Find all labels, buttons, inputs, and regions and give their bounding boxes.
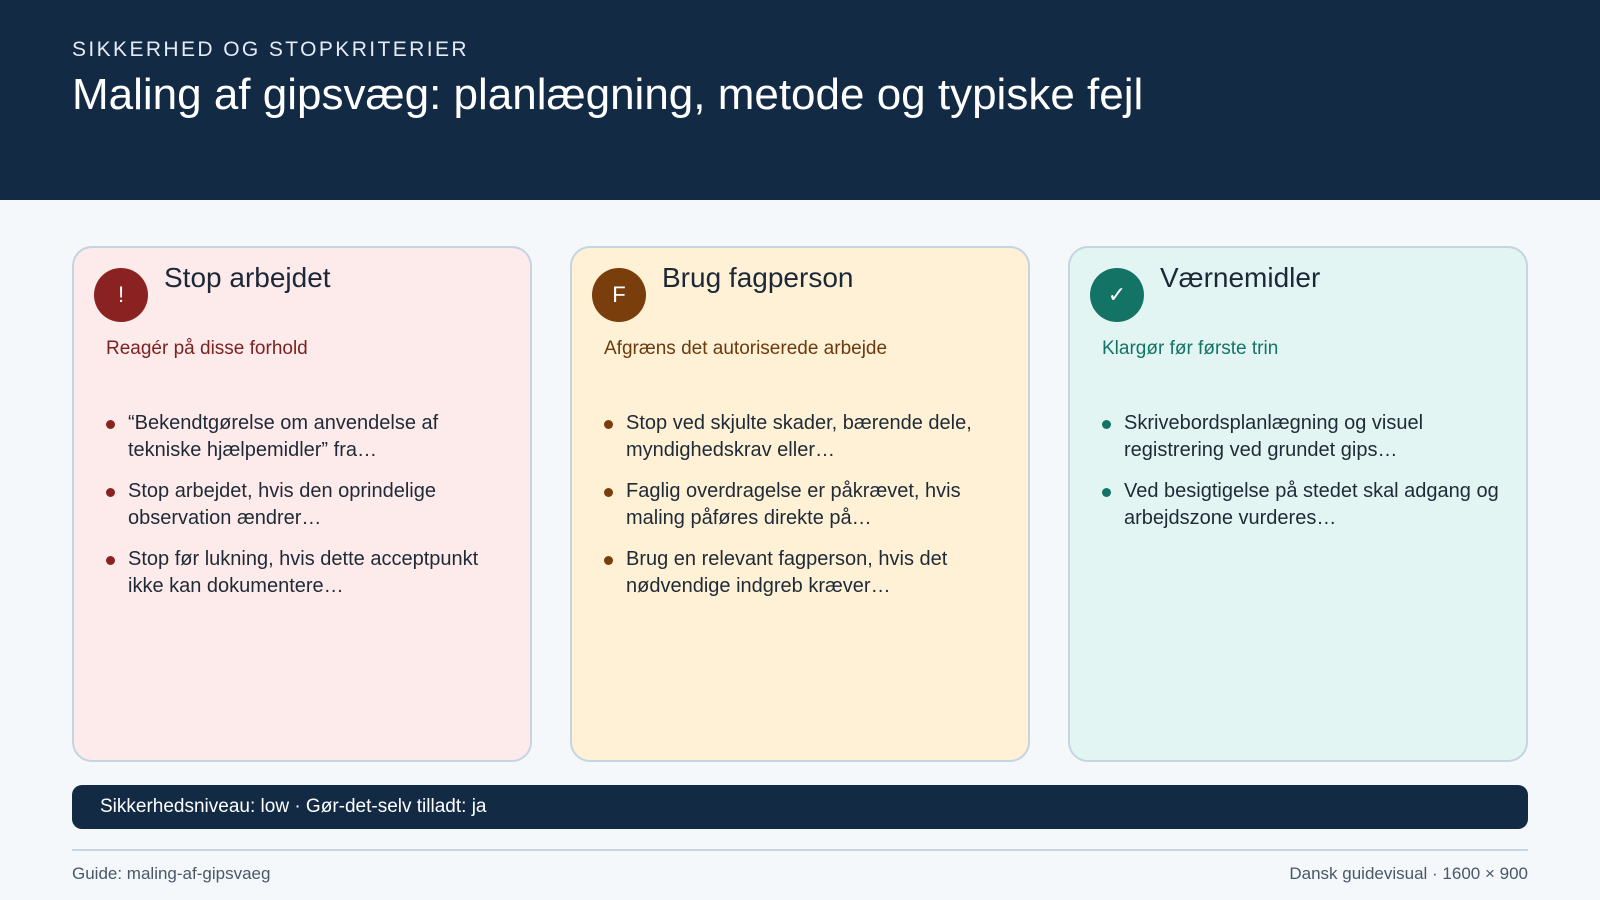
- bullet-dot-icon: [106, 420, 115, 429]
- page-title: Maling af gipsvæg: planlægning, metode og typiske fejl: [72, 70, 1144, 119]
- checkmark-icon: ✓: [1090, 268, 1144, 322]
- eyebrow-label: SIKKERHED OG STOPKRITERIER: [72, 38, 469, 61]
- list-item: [1102, 410, 1502, 464]
- header-banner: [0, 0, 1600, 200]
- card-protective-equipment: [1068, 246, 1528, 762]
- card-professional: [570, 246, 1030, 762]
- list-item-text: Brug en relevant fagperson, hvis det nødvendige indgreb kræver…: [626, 548, 948, 597]
- footer-caption: Dansk guidevisual · 1600 × 900: [1289, 864, 1528, 883]
- list-item-text: Stop arbejdet, hvis den oprindelige observation ændrer…: [128, 480, 436, 529]
- status-text: Sikkerhedsniveau: low · Gør-det-selv tilladt: ja: [100, 796, 487, 817]
- list-item-text: Skrivebordsplanlægning og visuel registrering ved grundet gips…: [1124, 412, 1424, 461]
- list-item-text: Stop før lukning, hvis dette acceptpunkt ikke kan dokumentere…: [128, 548, 479, 597]
- bullet-list: [604, 410, 1004, 614]
- card-stop-work: [72, 246, 532, 762]
- bullet-list: [1102, 410, 1502, 546]
- card-title: Stop arbejdet: [164, 262, 331, 293]
- bullet-dot-icon: [1102, 420, 1111, 429]
- list-item: [106, 410, 506, 464]
- list-item-text: Stop ved skjulte skader, bærende dele, myndighedskrav eller…: [626, 412, 972, 461]
- list-item-text: Ved besigtigelse på stedet skal adgang og arbejdszone vurderes…: [1124, 480, 1499, 529]
- letter-f-icon: F: [592, 268, 646, 322]
- safety-status-bar: [72, 785, 1528, 829]
- list-item: [106, 478, 506, 532]
- list-item: [604, 410, 1004, 464]
- bullet-dot-icon: [604, 420, 613, 429]
- footer-guide-slug: Guide: maling-af-gipsvaeg: [72, 864, 271, 883]
- card-subtitle: Klargør før første trin: [1102, 338, 1279, 359]
- bullet-dot-icon: [604, 556, 613, 565]
- list-item-text: “Bekendtgørelse om anvendelse af tekniske hjælpemidler” fra…: [128, 412, 439, 461]
- bullet-dot-icon: [604, 488, 613, 497]
- bullet-dot-icon: [106, 556, 115, 565]
- list-item: [604, 546, 1004, 600]
- list-item: [604, 478, 1004, 532]
- list-item: [106, 546, 506, 600]
- card-subtitle: Afgræns det autoriserede arbejde: [604, 338, 888, 359]
- list-item: [1102, 478, 1502, 532]
- bullet-dot-icon: [1102, 488, 1111, 497]
- card-subtitle: Reagér på disse forhold: [106, 338, 308, 359]
- footer-divider: [72, 849, 1528, 851]
- bullet-dot-icon: [106, 488, 115, 497]
- card-title: Værnemidler: [1160, 262, 1321, 293]
- exclamation-icon: !: [94, 268, 148, 322]
- list-item-text: Faglig overdragelse er påkrævet, hvis maling påføres direkte på…: [626, 480, 961, 529]
- card-title: Brug fagperson: [662, 262, 854, 293]
- bullet-list: [106, 410, 506, 614]
